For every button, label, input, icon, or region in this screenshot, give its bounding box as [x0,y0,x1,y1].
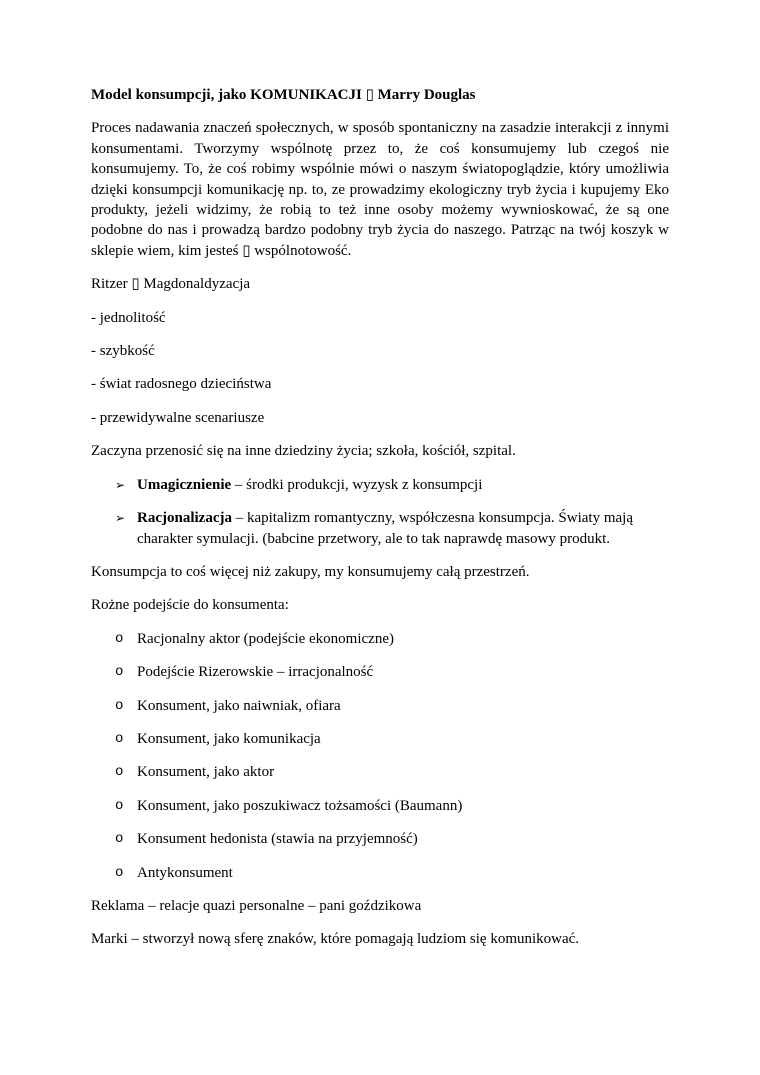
circle-bullet-icon: o [115,864,124,881]
konsumpcja-line: Konsumpcja to coś więcej niż zakupy, my konsumujemy całą przestrzeń. [91,563,530,580]
circle-item-text: Konsument, jako aktor [137,764,275,781]
dash-item-scenariusze: - przewidywalne scenariusze [91,409,265,426]
circle-list-item [91,829,669,849]
intro-paragraph: Proces nadawania znaczeń społecznych, w sposób spontaniczny na zasadzie interakcji z innymi konsumentami. Tworzymy wspólnotę przez to, że coś konsumujemy lub czegoś nie konsumujemy. To, że coś robimy wspólnie mówi o naszym światopoglądzie, który umożliwia dzięki konsumpcji komunikację np. to, ze prowadzimy ekologiczny tryb życia i kupujemy Eko produkty, jeżeli widzimy, że robią to też inne osoby możemy wywnioskować, że są one podobne do nas i prowadzą bardzo podobny tryb życia do naszego. Patrząc na twój koszyk w sklepie wiem, kim jesteś ▯ wspólnotowość. [91,120,669,259]
arrow-bullet-icon: ➢ [115,477,126,492]
arrow-item-term: Umagicznienie [137,476,232,493]
circle-bullet-icon: o [115,664,124,681]
arrow-bullet-icon: ➢ [115,511,126,526]
ritzer-line: Ritzer ▯ Magdonaldyzacja [91,276,251,293]
arrow-item-text: – kapitalizm romantyczny, współczesna konsumpcja. Światy mają charakter symulacji. (babcine przetwory, ale to tak naprawdę masowy produkt. [137,510,633,547]
circle-item-text: Konsument hedonista (stawia na przyjemność) [137,831,418,848]
circle-list-item [91,662,669,682]
dash-item-jednolitosc: - jednolitość [91,309,166,326]
circle-list-item [91,629,669,649]
circle-bullet-icon: o [115,831,124,848]
document-title: Model konsumpcji, jako KOMUNIKACJI ▯ Marry Douglas [91,87,476,103]
circle-bullet-icon: o [115,630,124,647]
marki-line: Marki – stworzył nową sferę znaków, które pomagają ludziom się komunikować. [91,931,580,948]
circle-bullet-icon: o [115,730,124,747]
circle-list-item [91,696,669,716]
dash-item-szybkosc: - szybkość [91,343,155,360]
circle-item-text: Konsument, jako poszukiwacz tożsamości (Baumann) [137,797,463,814]
circle-item-text: Podejście Rizerowskie – irracjonalność [137,664,374,681]
rozne-line: Rożne podejście do konsumenta: [91,597,289,614]
dash-item-swiat: - świat radosnego dzieciństwa [91,376,272,393]
circle-item-text: Racjonalny aktor (podejście ekonomiczne) [137,630,394,647]
arrow-item-term: Racjonalizacja [137,510,232,527]
zaczyna-line: Zaczyna przenosić się na inne dziedziny życia; szkoła, kościół, szpital. [91,443,516,460]
circle-item-text: Antykonsument [137,864,233,881]
reklama-line: Reklama – relacje quazi personalne – pani goździkowa [91,897,422,914]
circle-list-item [91,762,669,782]
circle-list-item [91,796,669,816]
circle-list-item [91,863,669,883]
circle-item-text: Konsument, jako komunikacja [137,730,321,747]
circle-list-item [91,729,669,749]
circle-bullet-icon: o [115,764,124,781]
arrow-list-item-umagicznienie [91,475,669,495]
circle-item-text: Konsument, jako naiwniak, ofiara [137,697,341,714]
arrow-list-item-racjonalizacja [91,508,669,549]
arrow-item-text: – środki produkcji, wyzysk z konsumpcji [231,476,483,493]
circle-bullet-icon: o [115,697,124,714]
circle-bullet-icon: o [115,797,124,814]
